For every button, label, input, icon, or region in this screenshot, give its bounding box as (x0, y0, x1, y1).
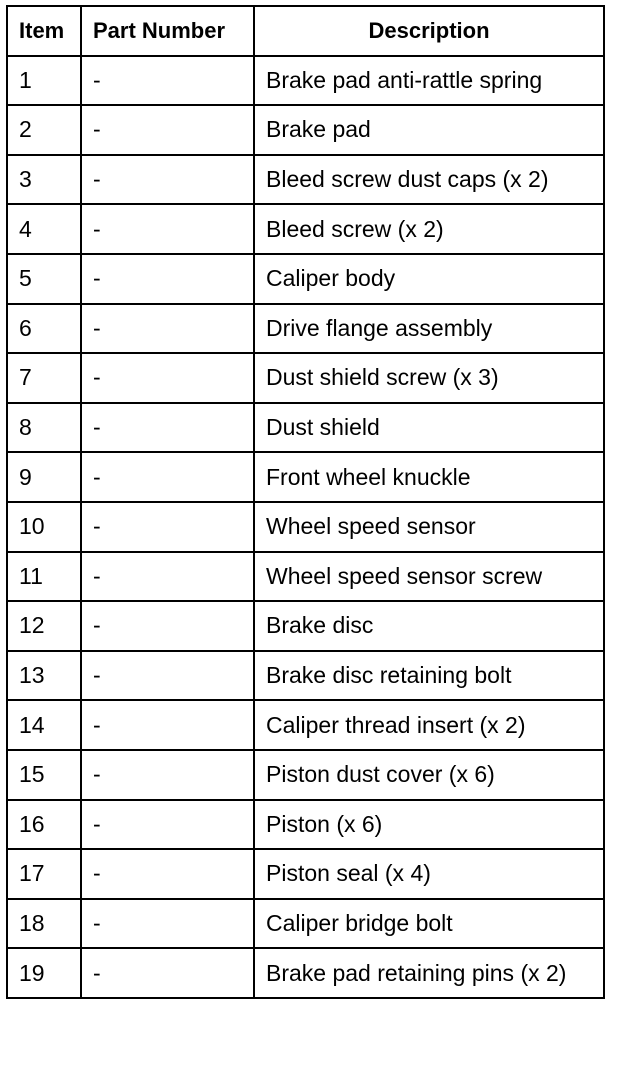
column-header-item: Item (7, 6, 81, 56)
item-cell: 13 (7, 651, 81, 701)
part-number-cell: - (81, 700, 254, 750)
table-row (7, 552, 604, 602)
description-cell: Dust shield (254, 403, 604, 453)
part-number-cell: - (81, 651, 254, 701)
part-number-cell: - (81, 56, 254, 106)
item-cell: 15 (7, 750, 81, 800)
table-row (7, 155, 604, 205)
table-row (7, 452, 604, 502)
item-cell: 4 (7, 204, 81, 254)
column-header-part-number: Part Number (81, 6, 254, 56)
item-cell: 8 (7, 403, 81, 453)
item-cell: 14 (7, 700, 81, 750)
parts-table (6, 5, 605, 999)
table-row (7, 403, 604, 453)
part-number-cell: - (81, 552, 254, 602)
description-cell: Bleed screw (x 2) (254, 204, 604, 254)
part-number-cell: - (81, 849, 254, 899)
description-cell: Brake pad anti-rattle spring (254, 56, 604, 106)
part-number-cell: - (81, 948, 254, 998)
item-cell: 5 (7, 254, 81, 304)
table-header-row (7, 6, 604, 56)
part-number-cell: - (81, 304, 254, 354)
table-row (7, 56, 604, 106)
description-cell: Drive flange assembly (254, 304, 604, 354)
table-row (7, 750, 604, 800)
item-cell: 11 (7, 552, 81, 602)
description-cell: Piston (x 6) (254, 800, 604, 850)
table-row (7, 105, 604, 155)
description-cell: Piston seal (x 4) (254, 849, 604, 899)
item-cell: 2 (7, 105, 81, 155)
description-cell: Wheel speed sensor screw (254, 552, 604, 602)
item-cell: 1 (7, 56, 81, 106)
table-body (7, 56, 604, 998)
item-cell: 18 (7, 899, 81, 949)
description-cell: Dust shield screw (x 3) (254, 353, 604, 403)
part-number-cell: - (81, 502, 254, 552)
part-number-cell: - (81, 403, 254, 453)
table-row (7, 948, 604, 998)
part-number-cell: - (81, 750, 254, 800)
item-cell: 10 (7, 502, 81, 552)
description-cell: Bleed screw dust caps (x 2) (254, 155, 604, 205)
item-cell: 9 (7, 452, 81, 502)
table-row (7, 304, 604, 354)
table-row (7, 601, 604, 651)
table-row (7, 254, 604, 304)
description-cell: Brake disc (254, 601, 604, 651)
description-cell: Caliper thread insert (x 2) (254, 700, 604, 750)
part-number-cell: - (81, 800, 254, 850)
table-row (7, 849, 604, 899)
item-cell: 17 (7, 849, 81, 899)
item-cell: 16 (7, 800, 81, 850)
table-row (7, 800, 604, 850)
item-cell: 12 (7, 601, 81, 651)
description-cell: Caliper bridge bolt (254, 899, 604, 949)
description-cell: Caliper body (254, 254, 604, 304)
item-cell: 19 (7, 948, 81, 998)
part-number-cell: - (81, 155, 254, 205)
column-header-description: Description (254, 6, 604, 56)
table-row (7, 899, 604, 949)
part-number-cell: - (81, 105, 254, 155)
description-cell: Brake pad (254, 105, 604, 155)
description-cell: Wheel speed sensor (254, 502, 604, 552)
item-cell: 7 (7, 353, 81, 403)
item-cell: 3 (7, 155, 81, 205)
table-row (7, 651, 604, 701)
table-row (7, 204, 604, 254)
table-row (7, 502, 604, 552)
description-cell: Front wheel knuckle (254, 452, 604, 502)
description-cell: Brake pad retaining pins (x 2) (254, 948, 604, 998)
part-number-cell: - (81, 601, 254, 651)
part-number-cell: - (81, 254, 254, 304)
description-cell: Piston dust cover (x 6) (254, 750, 604, 800)
item-cell: 6 (7, 304, 81, 354)
part-number-cell: - (81, 204, 254, 254)
part-number-cell: - (81, 452, 254, 502)
table-row (7, 353, 604, 403)
table-row (7, 700, 604, 750)
description-cell: Brake disc retaining bolt (254, 651, 604, 701)
part-number-cell: - (81, 899, 254, 949)
part-number-cell: - (81, 353, 254, 403)
